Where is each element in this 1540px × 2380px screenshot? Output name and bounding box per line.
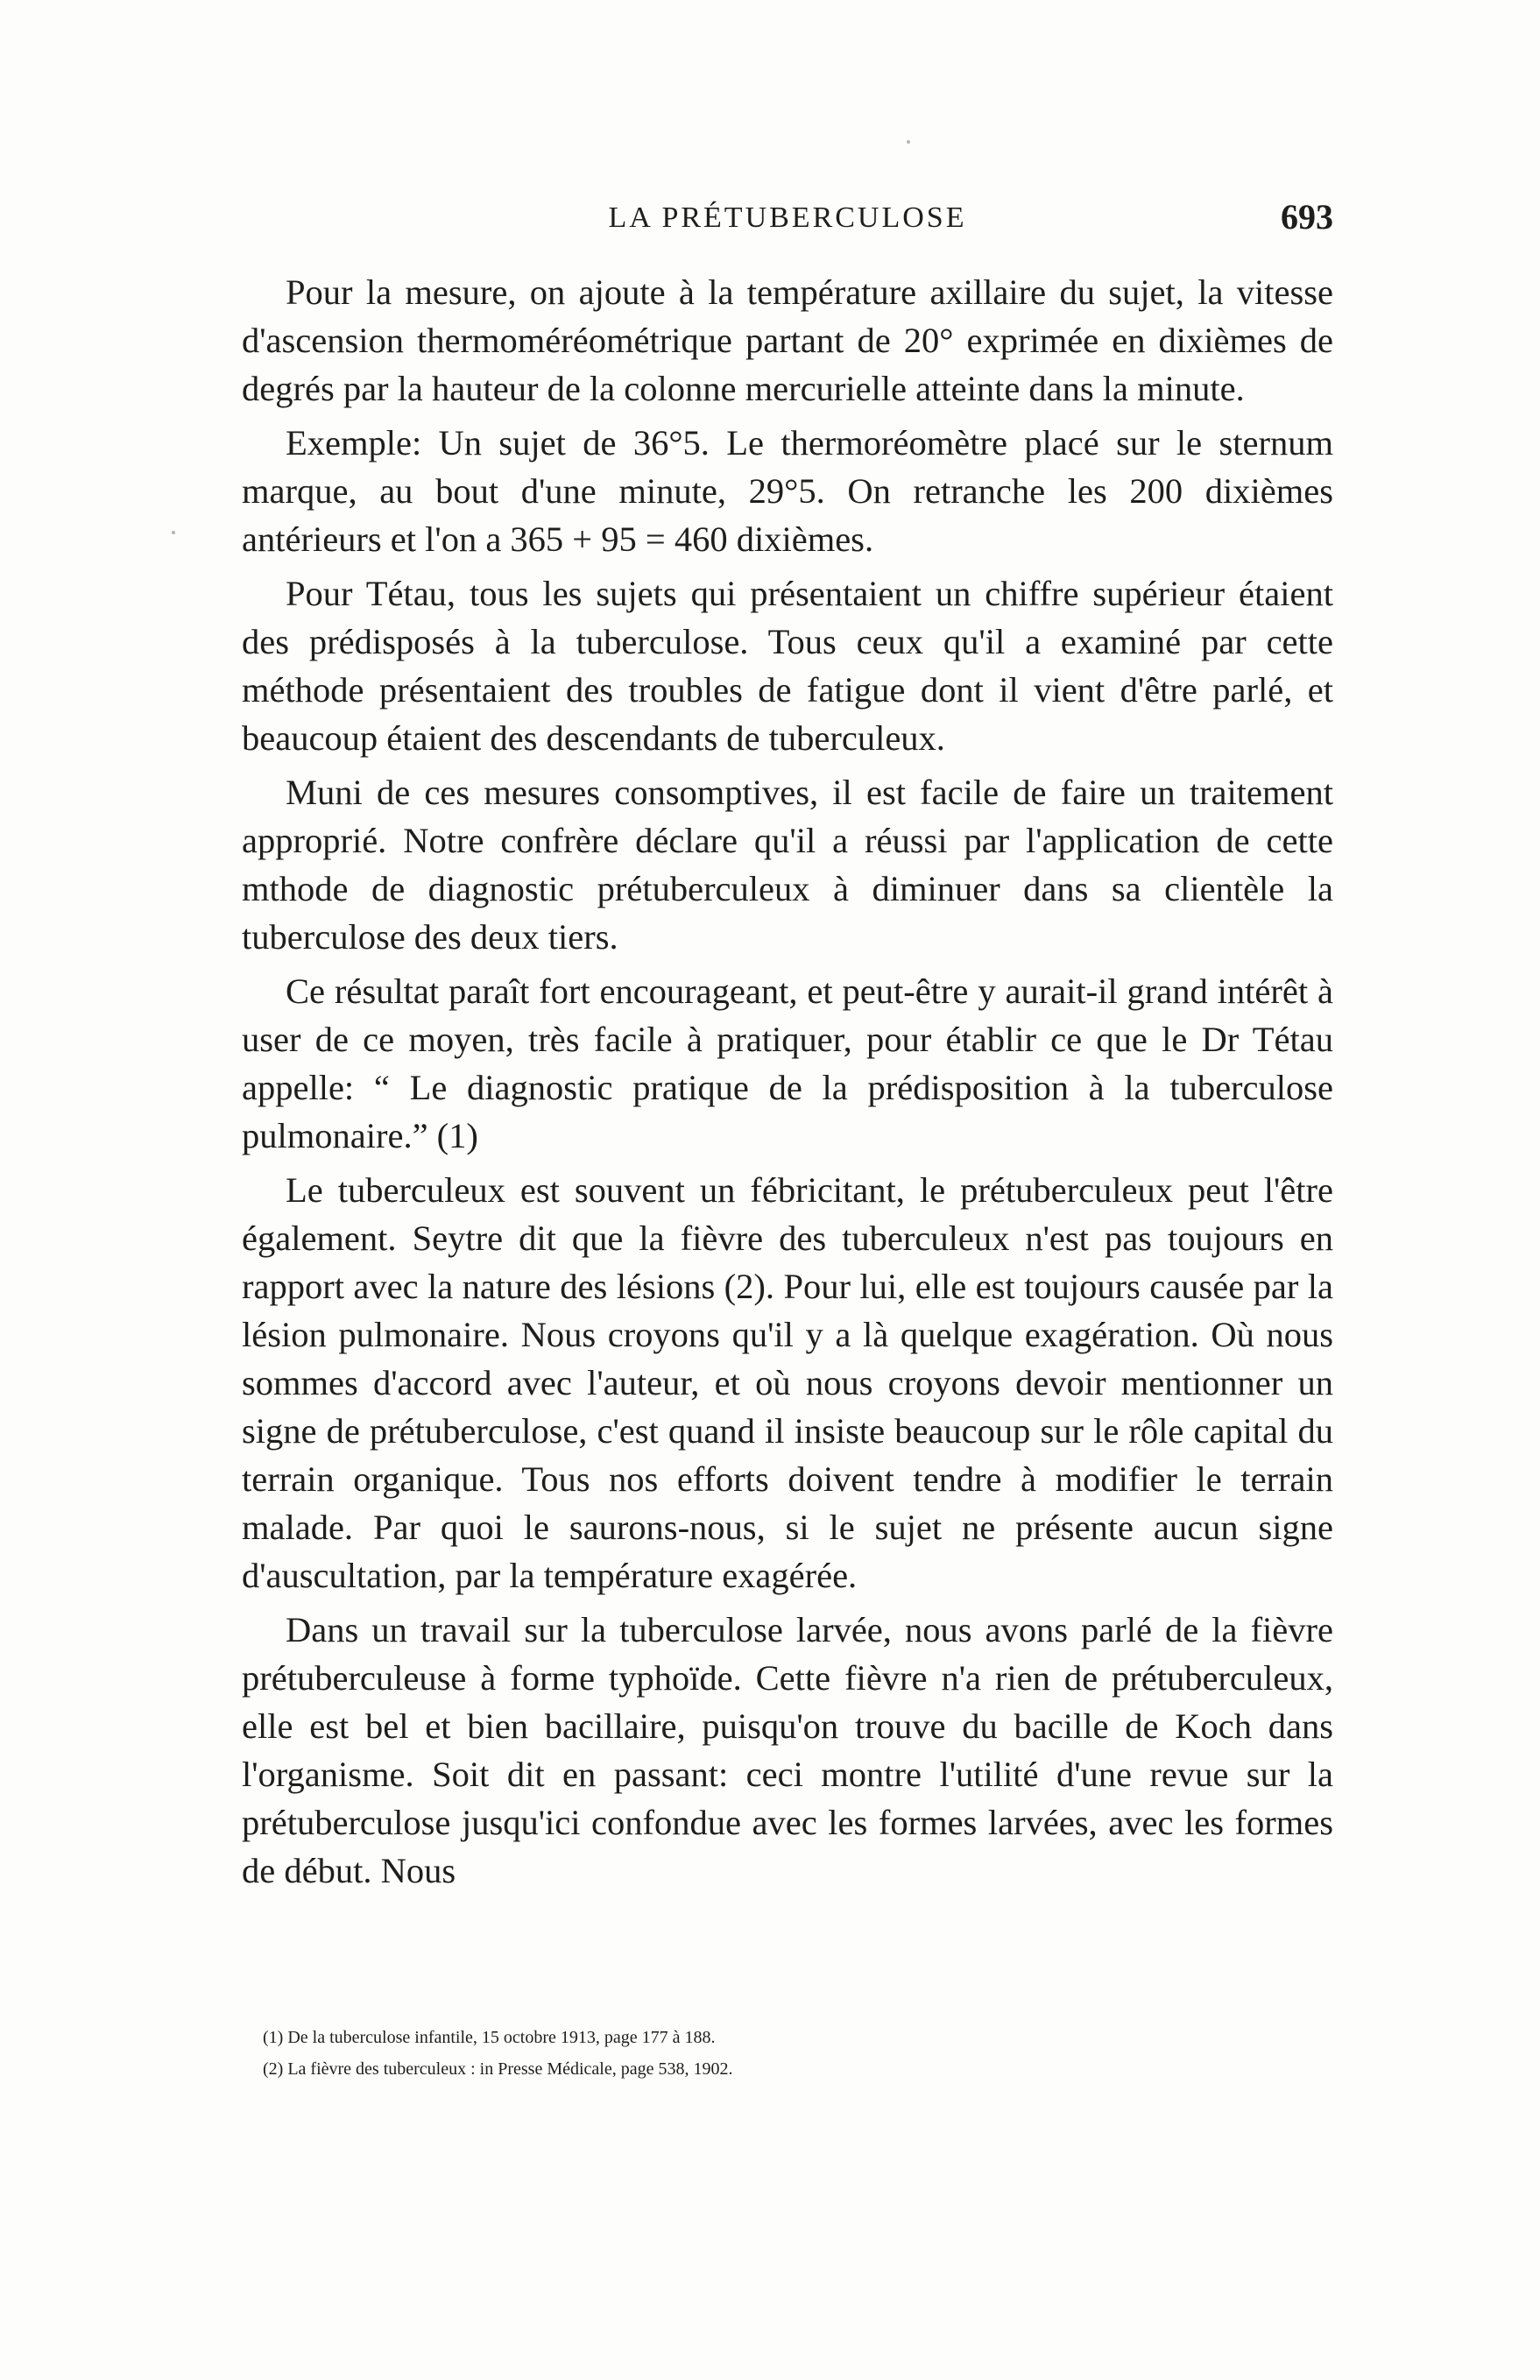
paper-speck: [907, 140, 910, 144]
footnote-2: (2) La fièvre des tuberculeux : in Presse Médicale, page 538, 1902.: [263, 2059, 733, 2079]
running-head: [242, 194, 1333, 238]
page-number: 693: [1281, 197, 1333, 237]
paragraph-measurement: Pour la mesure, on ajoute à la température axillaire du sujet, la vitesse d'ascension thermoméréométrique partant de 20° exprimée en dixièmes de degrés par la hauteur de la colonne mercurielle atteinte dans la minute.: [242, 272, 1333, 408]
paragraph-tetau: Pour Tétau, tous les sujets qui présentaient un chiffre supérieur étaient des prédisposés à la tuberculose. Tous ceux qu'il a examiné par cette méthode présentaient des troubles de fatigue dont il vient d'être parlé, et beaucoup étaient des descendants de tuberculeux.: [242, 574, 1333, 758]
body-text: [242, 268, 1333, 1901]
paragraph-example: Exemple: Un sujet de 36°5. Le thermoréomètre placé sur le sternum marque, au bout d'une minute, 29°5. On retranche les 200 dixièmes antérieurs et l'on a 365 + 95 = 460 dixièmes.: [242, 423, 1333, 559]
running-title: LA PRÉTUBERCULOSE: [608, 201, 967, 234]
footnote-1: (1) De la tuberculose infantile, 15 octobre 1913, page 177 à 188.: [263, 2028, 716, 2047]
paragraph-treatment: Muni de ces mesures consomptives, il est facile de faire un traitement approprié. Notre confrère déclare qu'il a réussi par l'application de cette mthode de diagnostic prétuberculeux à diminuer dans sa clientèle la tuberculose des deux tiers.: [242, 773, 1333, 957]
footnotes: [263, 2022, 1333, 2085]
paragraph-larval-tuberculosis: Dans un travail sur la tuberculose larvée, nous avons parlé de la fièvre prétuberculeuse à forme typhoïde. Cette fièvre n'a rien de prétuberculeux, elle est bel et bien bacillaire, puisqu'on trouve du bacille de Koch dans l'organisme. Soit dit en passant: ceci montre l'utilité d'une revue sur la prétuberculose jusqu'ici confondue avec les formes larvées, avec les formes de début. Nous: [242, 1610, 1333, 1890]
paper-speck: [172, 531, 175, 534]
paragraph-result: Ce résultat paraît fort encourageant, et peut-être y aurait-il grand intérêt à user de ce moyen, très facile à pratiquer, pour établir ce que le Dr Tétau appelle: “ Le diagnostic pratique de la prédisposition à la tuberculose pulmonaire.” (1): [242, 971, 1333, 1155]
paragraph-fever: Le tuberculeux est souvent un fébricitant, le prétuberculeux peut l'être également. Seytre dit que la fièvre des tuberculeux n'est pas toujours en rapport avec la nature des lésions (2). Pour lui, elle est toujours causée par la lésion pulmonaire. Nous croyons qu'il y a là quelque exagération. Où nous sommes d'accord avec l'auteur, et où nous croyons devoir mentionner un signe de prétuberculose, c'est quand il insiste beaucoup sur le rôle capital du terrain organique. Tous nos efforts doivent tendre à modifier le terrain malade. Par quoi le saurons-nous, si le sujet ne présente aucun signe d'auscultation, par la température exagérée.: [242, 1170, 1333, 1595]
